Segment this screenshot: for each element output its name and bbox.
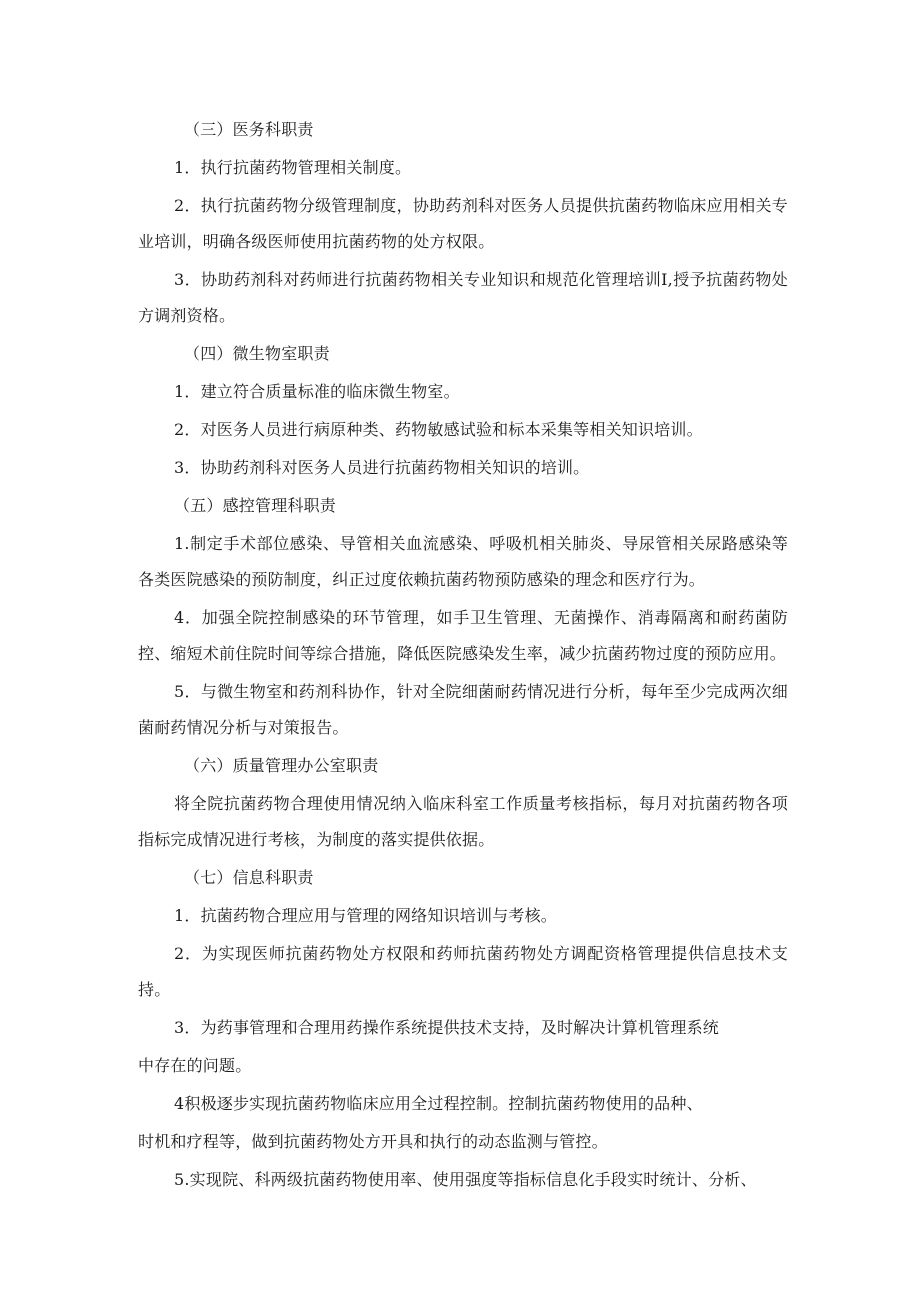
paragraph: 1．建立符合质量标准的临床微生物室。: [174, 382, 460, 401]
paragraph: 2．执行抗菌药物分级管理制度，协助药剂科对医务人员提供抗菌药物临床应用相关专业培训，明确各级医师使用抗菌药物的处方权限。: [138, 196, 788, 251]
paragraph-continuation: 时机和疗程等，做到抗菌药物处方开具和执行的动态监测与管控。: [138, 1132, 608, 1151]
section-heading: （五）感控管理科职责: [174, 496, 337, 515]
document-body: [138, 112, 788, 1198]
paragraph: 3．协助药剂科对医务人员进行抗菌药物相关知识的培训。: [174, 458, 590, 477]
section-heading: （三）医务科职责: [184, 120, 314, 139]
paragraph: 3．协助药剂科对药师进行抗菌药物相关专业知识和规范化管理培训I,授予抗菌药物处方调剂资格。: [138, 270, 788, 325]
section-heading: （六）质量管理办公室职责: [184, 756, 379, 775]
paragraph: 1．执行抗菌药物管理相关制度。: [174, 158, 412, 177]
paragraph: 4积极逐步实现抗菌药物临床应用全过程控制。控制抗菌药物使用的品种、: [174, 1094, 703, 1113]
paragraph: 2．为实现医师抗菌药物处方权限和药师抗菌药物处方调配资格管理提供信息技术支持。: [138, 944, 788, 999]
paragraph: 将全院抗菌药物合理使用情况纳入临床科室工作质量考核指标，每月对抗菌药物各项指标完成情况进行考核，为制度的落实提供依据。: [138, 794, 788, 849]
paragraph: 5．与微生物室和药剂科协作，针对全院细菌耐药情况进行分析，每年至少完成两次细菌耐药情况分析与对策报告。: [138, 682, 788, 737]
paragraph: 2．对医务人员进行病原种类、药物敏感试验和标本采集等相关知识培训。: [174, 420, 703, 439]
section-heading: （七）信息科职责: [184, 868, 314, 887]
paragraph: 3．为药事管理和合理用药操作系统提供技术支持，及时解决计算机管理系统: [174, 1018, 719, 1037]
paragraph: 5.实现院、科两级抗菌药物使用率、使用强度等指标信息化手段实时统计、分析、: [174, 1170, 757, 1189]
paragraph: 1.制定手术部位感染、导管相关血流感染、呼吸机相关肺炎、导尿管相关尿路感染等各类医院感染的预防制度，纠正过度依赖抗菌药物预防感染的理念和医疗行为。: [138, 534, 788, 589]
paragraph-continuation: 中存在的问题。: [138, 1056, 252, 1075]
paragraph: 1．抗菌药物合理应用与管理的网络知识培训与考核。: [174, 906, 557, 925]
paragraph: 4．加强全院控制感染的环节管理，如手卫生管理、无菌操作、消毒隔离和耐药菌防控、缩短术前住院时间等综合措施，降低医院感染发生率，减少抗菌药物过度的预防应用。: [138, 608, 788, 663]
section-heading: （四）微生物室职责: [184, 344, 330, 363]
